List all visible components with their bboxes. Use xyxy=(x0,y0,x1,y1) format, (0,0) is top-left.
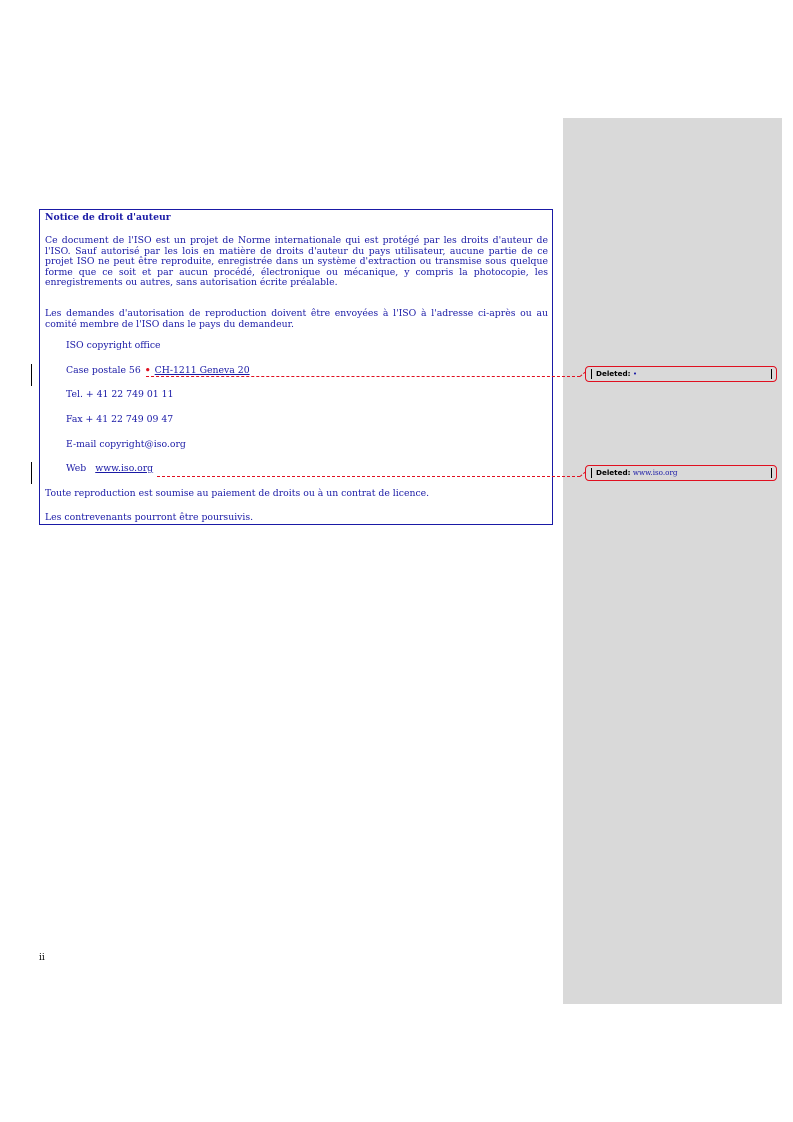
copyright-notice-box xyxy=(39,209,553,525)
balloon-bar xyxy=(591,468,592,478)
telephone: Tel. + 41 22 749 01 11 xyxy=(66,389,174,400)
comment-leader-line xyxy=(146,376,580,377)
balloon-bar xyxy=(771,369,772,379)
email: E-mail copyright@iso.org xyxy=(66,439,186,450)
balloon-bar xyxy=(771,468,772,478)
notice-paragraph-1: Ce document de l'ISO est un projet de Norme internationale qui est protégé par les droits d'auteur de l'ISO. Sauf autorisé par les lois en matière de droits d'auteur du pays utilisateur, aucune partie de ce projet ISO ne peut être reproduite, enregistrée dans un système d'extraction ou transmise sous quelque forme que ce soit et par aucun procédé, électronique ou mécanique, y compris la photocopie, les enregistrements ou autres, sans autorisation écrite préalable. xyxy=(45,235,548,289)
balloon-text: Deleted: • xyxy=(596,369,638,378)
inserted-address: CH-1211 Geneva 20 xyxy=(154,365,250,376)
website xyxy=(66,464,153,475)
postal-address xyxy=(66,366,250,377)
page-number: ii xyxy=(39,953,45,963)
deleted-bullet-mark: • xyxy=(144,365,151,376)
balloon-bar xyxy=(591,369,592,379)
address-prefix: Case postale 56 xyxy=(66,365,141,376)
reproduction-note: Toute reproduction est soumise au paiement de droits ou à un contrat de licence. xyxy=(45,488,430,499)
deleted-comment-balloon[interactable] xyxy=(585,465,777,481)
deleted-comment-balloon[interactable] xyxy=(585,366,777,382)
web-url-link[interactable]: www.iso.org xyxy=(95,463,154,474)
comment-leader-line xyxy=(157,476,580,477)
web-label: Web xyxy=(66,463,87,474)
offenders-note: Les contrevenants pourront être poursuivis. xyxy=(45,512,254,523)
fax: Fax + 41 22 749 09 47 xyxy=(66,414,174,425)
notice-title: Notice de droit d'auteur xyxy=(45,212,171,223)
change-bar xyxy=(31,462,32,484)
notice-paragraph-2: Les demandes d'autorisation de reproduction doivent être envoyées à l'ISO à l'adresse ci-après ou au comité membre de l'ISO dans le pays du demandeur. xyxy=(45,308,548,330)
change-bar xyxy=(31,364,32,386)
office-name: ISO copyright office xyxy=(66,340,161,351)
balloon-text: Deleted: www.iso.org xyxy=(596,468,678,477)
markup-pane xyxy=(563,118,782,1004)
